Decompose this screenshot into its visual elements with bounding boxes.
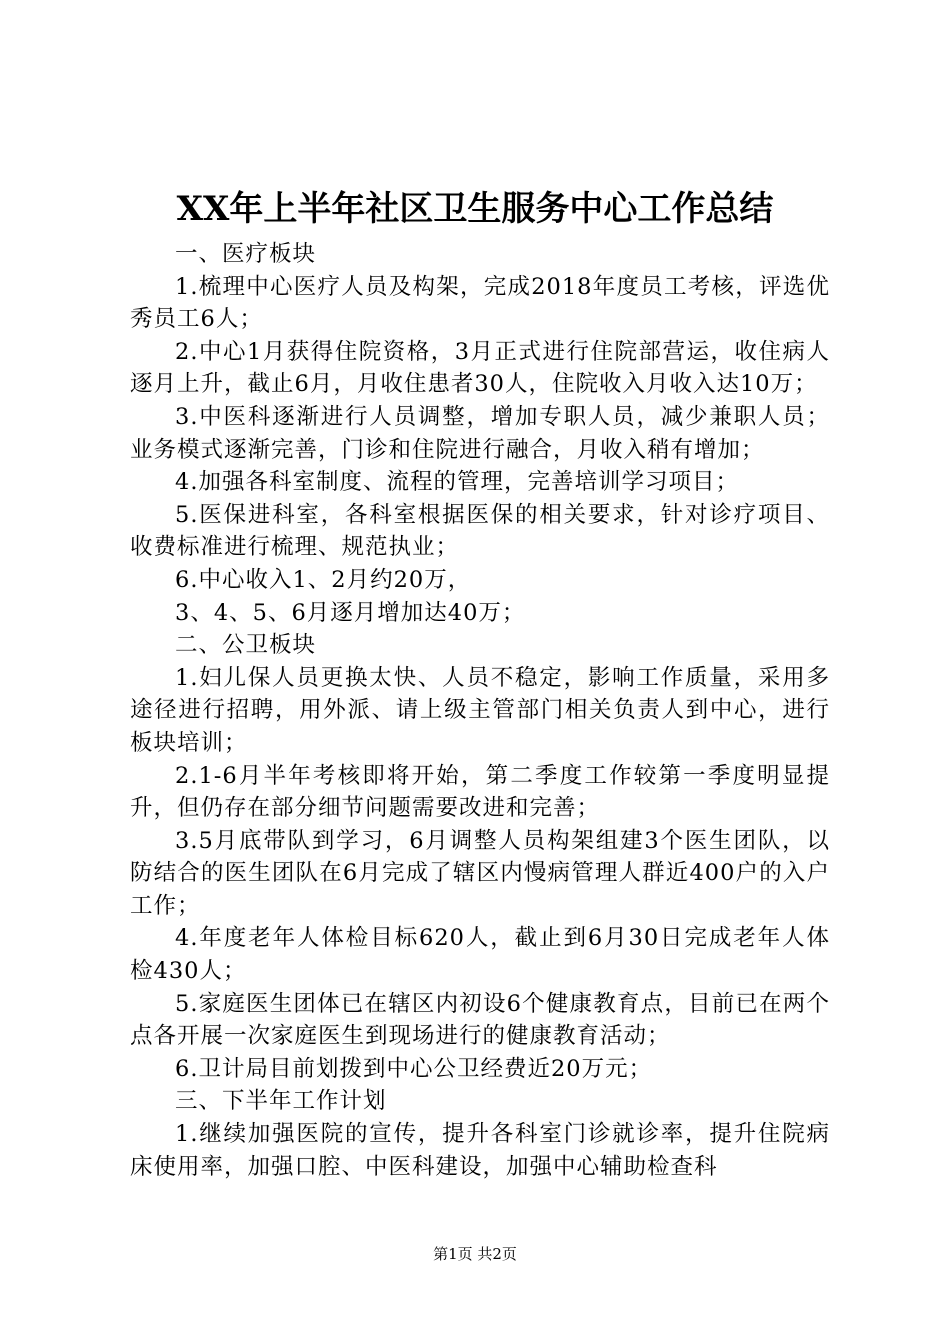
paragraph: 2.中心1月获得住院资格，3月正式进行住院部营运，收住病人逐月上升，截止6月，月收住患者30人，住院收入月收入达10万； [130,338,830,398]
paragraph: 1.梳理中心医疗人员及构架，完成2018年度员工考核，评选优秀员工6人； [130,273,830,333]
paragraph: 1.妇儿保人员更换太快、人员不稳定，影响工作质量，采用多途径进行招聘，用外派、请上级主管部门相关负责人到中心，进行板块培训； [130,664,830,756]
paragraph: 4.年度老年人体检目标620人，截止到6月30日完成老年人体检430人； [130,925,830,985]
paragraph: 3、4、5、6月逐月增加达40万； [175,599,526,626]
paragraph: 3.中医科逐渐进行人员调整，增加专职人员，减少兼职人员；业务模式逐渐完善，门诊和住院进行融合，月收入稍有增加； [130,403,830,463]
section-heading-public-health: 二、公卫板块 [175,632,317,659]
paragraph: 3.5月底带队到学习，6月调整人员构架组建3个医生团队，以防结合的医生团队在6月完成了辖区内慢病管理人群近400户的入户工作； [130,827,830,919]
paragraph: 4.加强各科室制度、流程的管理，完善培训学习项目； [175,469,739,496]
paragraph: 6.中心收入1、2月约20万， [175,566,472,593]
document-title: XX年上半年社区卫生服务中心工作总结 [176,189,774,229]
paragraph: 2.1-6月半年考核即将开始，第二季度工作较第一季度明显提升，但仍存在部分细节问题需要改进和完善； [130,762,830,822]
paragraph: 5.医保进科室，各科室根据医保的相关要求，针对诊疗项目、收费标准进行梳理、规范执业； [130,501,830,561]
paragraph: 1.继续加强医院的宣传，提升各科室门诊就诊率，提升住院病床使用率，加强口腔、中医科建设，加强中心辅助检查科 [130,1121,830,1180]
section-heading-medical: 一、医疗板块 [175,241,317,267]
page-footer: 第1页 共2页 [433,1245,517,1263]
paragraph: 6.卫计局目前划拨到中心公卫经费近20万元； [175,1055,653,1082]
paragraph: 5.家庭医生团体已在辖区内初设6个健康教育点，目前已在两个点各开展一次家庭医生到现场进行的健康教育活动； [130,990,830,1050]
document-body [130,238,830,1183]
section-heading-plan: 三、下半年工作计划 [175,1088,387,1115]
